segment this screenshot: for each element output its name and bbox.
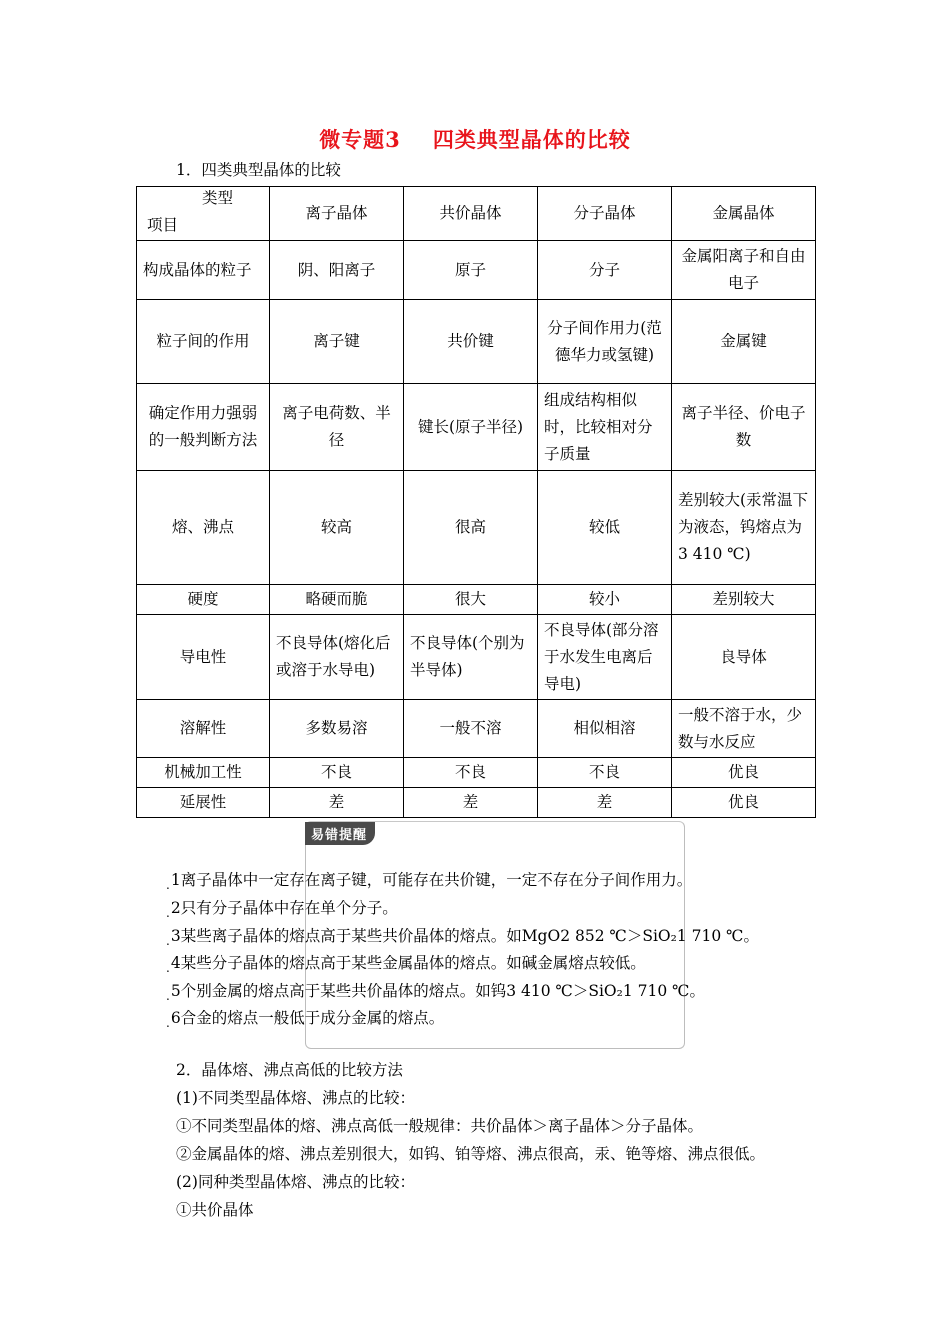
table-row (137, 384, 816, 471)
table-row (137, 788, 816, 818)
table-row (137, 300, 816, 384)
page-title (0, 124, 950, 154)
table-cell: 一般不溶 (404, 700, 538, 758)
table-cell: 不良 (538, 758, 672, 788)
section2-line: ②金属晶体的熔、沸点差别很大，如钨、铂等熔、沸点很高，汞、铯等熔、沸点很低。 (176, 1145, 766, 1163)
bullet-dot-icon: . (166, 906, 170, 920)
row-label: 导电性 (137, 615, 270, 700)
header-ionic: 离子晶体 (270, 187, 404, 241)
bullet-dot-icon: . (166, 961, 170, 975)
crystal-comparison-table (136, 186, 816, 818)
table-cell: 差别较大 (672, 585, 816, 615)
corner-item-label: 项目 (147, 216, 179, 234)
table-cell: 差 (404, 788, 538, 818)
table-cell: 离子半径、价电子数 (672, 384, 816, 471)
table-cell: 很高 (404, 471, 538, 585)
bullet-dot-icon: . (166, 1016, 170, 1030)
section2-heading: 2．晶体熔、沸点高低的比较方法 (176, 1061, 403, 1079)
tip-item: $_.$4某些分子晶体的熔点高于某些金属晶体的熔点。如碱金属熔点较低。 (166, 954, 646, 975)
row-label: 机械加工性 (137, 758, 270, 788)
table-cell: 较低 (538, 471, 672, 585)
table-row (137, 615, 816, 700)
table-cell: 差 (270, 788, 404, 818)
table-cell: 金属阳离子和自由电子 (672, 241, 816, 300)
table-cell: 分子间作用力(范德华力或氢键) (538, 300, 672, 384)
table-cell: 优良 (672, 788, 816, 818)
tip-item: $_.$1离子晶体中一定存在离子键，可能存在共价键，一定不存在分子间作用力。 (166, 871, 693, 892)
header-metallic: 金属晶体 (672, 187, 816, 241)
table-cell: 分子 (538, 241, 672, 300)
tip-item: $_.$5个别金属的熔点高于某些共价晶体的熔点。如钨3 410 ℃＞SiO₂1 710 ℃。 (166, 982, 705, 1003)
section2-line: (1)不同类型晶体熔、沸点的比较： (176, 1089, 415, 1107)
table-cell: 较高 (270, 471, 404, 585)
title-topic-name: 四类典型晶体的比较 (432, 127, 631, 152)
table-cell: 不良导体(个别为半导体) (404, 615, 538, 700)
table-cell: 差别较大(汞常温下为液态，钨熔点为3 410 ℃) (672, 471, 816, 585)
row-label: 延展性 (137, 788, 270, 818)
row-label: 构成晶体的粒子 (137, 241, 270, 300)
table-cell: 阴、阳离子 (270, 241, 404, 300)
table-cell: 共价键 (404, 300, 538, 384)
table-cell: 组成结构相似时，比较相对分子质量 (538, 384, 672, 471)
bullet-dot-icon: . (166, 934, 170, 948)
table-cell: 一般不溶于水，少数与水反应 (672, 700, 816, 758)
table-cell: 不良 (404, 758, 538, 788)
row-label: 溶解性 (137, 700, 270, 758)
row-label: 确定作用力强弱的一般判断方法 (137, 384, 270, 471)
section2-line: (2)同种类型晶体熔、沸点的比较： (176, 1173, 415, 1191)
tips-badge: 易错提醒 (305, 822, 375, 845)
table-row (137, 700, 816, 758)
bullet-dot-icon: . (166, 989, 170, 1003)
table-cell: 良导体 (672, 615, 816, 700)
tip-item: $_.$3某些离子晶体的熔点高于某些共价晶体的熔点。如MgO2 852 ℃＞SiO₂1 710 ℃。 (166, 927, 759, 948)
table-cell: 离子键 (270, 300, 404, 384)
table-cell: 不良 (270, 758, 404, 788)
table-cell: 优良 (672, 758, 816, 788)
section1-heading: 1．四类典型晶体的比较 (176, 161, 341, 179)
header-covalent: 共价晶体 (404, 187, 538, 241)
table-header-row (137, 187, 816, 241)
table-cell: 略硬而脆 (270, 585, 404, 615)
table-cell: 原子 (404, 241, 538, 300)
header-molecular: 分子晶体 (538, 187, 672, 241)
table-cell: 较小 (538, 585, 672, 615)
table-corner-cell (137, 187, 270, 241)
row-label: 硬度 (137, 585, 270, 615)
table-cell: 键长(原子半径) (404, 384, 538, 471)
table-cell: 差 (538, 788, 672, 818)
corner-type-label: 类型 (201, 189, 233, 207)
bullet-dot-icon: . (166, 878, 170, 892)
table-cell: 离子电荷数、半径 (270, 384, 404, 471)
tip-item: $_.$6合金的熔点一般低于成分金属的熔点。 (166, 1009, 445, 1030)
table-row (137, 758, 816, 788)
row-label: 粒子间的作用 (137, 300, 270, 384)
table-row (137, 241, 816, 300)
table-cell: 不良导体(部分溶于水发生电离后导电) (538, 615, 672, 700)
table-cell: 很大 (404, 585, 538, 615)
table-cell: 金属键 (672, 300, 816, 384)
table-row (137, 471, 816, 585)
table-row (137, 585, 816, 615)
section2-line: ①共价晶体 (176, 1201, 254, 1219)
title-topic-number: 微专题3 (319, 127, 401, 152)
table-cell: 不良导体(熔化后或溶于水导电) (270, 615, 404, 700)
section2-line: ①不同类型晶体的熔、沸点高低一般规律：共价晶体＞离子晶体＞分子晶体。 (176, 1117, 704, 1135)
tip-item: $_.$2只有分子晶体中存在单个分子。 (166, 899, 398, 920)
table-cell: 多数易溶 (270, 700, 404, 758)
row-label: 熔、沸点 (137, 471, 270, 585)
table-cell: 相似相溶 (538, 700, 672, 758)
